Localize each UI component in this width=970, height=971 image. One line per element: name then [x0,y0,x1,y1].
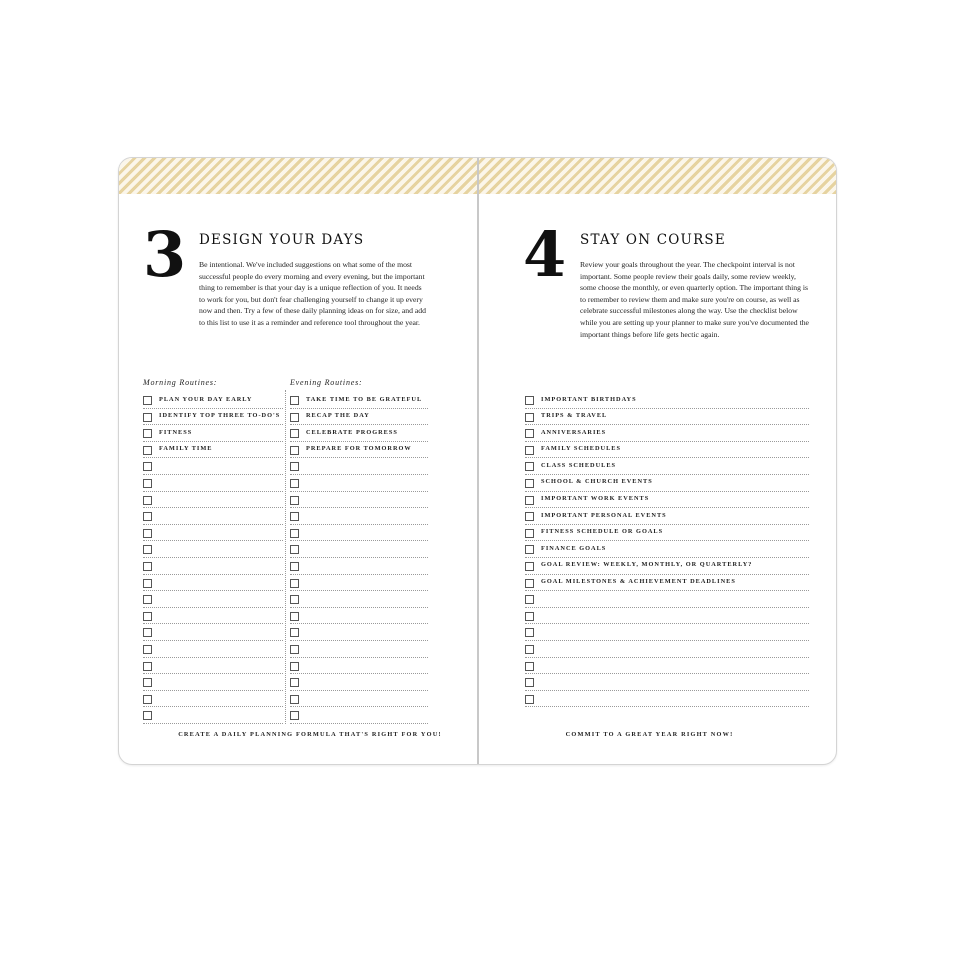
checklist-item-label: FINANCE GOALS [541,544,607,552]
checklist-row [143,425,283,442]
checklist-item-label: FAMILY SCHEDULES [541,445,621,453]
checkbox[interactable] [525,562,534,571]
checkbox[interactable] [525,429,534,438]
checkbox[interactable] [143,595,152,604]
checkbox[interactable] [290,612,299,621]
checkbox[interactable] [525,512,534,521]
checklist-item-label: FAMILY TIME [159,445,213,453]
checkbox[interactable] [290,662,299,671]
checklist-row [143,674,283,691]
checklist-row [143,541,283,558]
checkbox[interactable] [143,446,152,455]
checkbox[interactable] [143,645,152,654]
checkbox[interactable] [143,479,152,488]
checklist-row [143,608,283,625]
checklist-row [525,608,809,625]
page-footer: CREATE A DAILY PLANNING FORMULA THAT'S RIGHT FOR YOU! [178,731,442,738]
checklist-row [290,425,428,442]
checkbox[interactable] [525,462,534,471]
checklist-row [525,541,809,558]
checkbox[interactable] [143,396,152,405]
checkbox[interactable] [525,496,534,505]
checkbox[interactable] [290,496,299,505]
checkbox[interactable] [143,413,152,422]
checklist-item-label: TAKE TIME TO BE GRATEFUL [306,395,423,403]
checklist-row [290,641,428,658]
checklist-row [143,475,283,492]
planner-spread [118,157,837,765]
intro-paragraph: Review your goals throughout the year. The checkpoint interval is not important. Some people review their goals daily, some review weekly, some choose the monthly, or even quarterly option. The important thing is to remember to review them and make sure you're on course, as well as celebrate successful milestones along the way. Use the checklist below while you are setting up your planner to make sure you've documented the important things before life gets hectic again. [580,260,809,339]
left-page [119,158,477,764]
checklist-item-label: CELEBRATE PROGRESS [306,428,398,436]
checklist-row [143,575,283,592]
checkbox[interactable] [525,628,534,637]
checklist-row [525,575,809,592]
checklist-row [143,458,283,475]
checklist-item-label: TRIPS & TRAVEL [541,412,608,420]
checkbox[interactable] [143,462,152,471]
checkbox[interactable] [290,595,299,604]
checklist-row [143,492,283,509]
checklist-row [525,558,809,575]
checklist-row [290,458,428,475]
evening-routines-title: Evening Routines: [290,378,363,387]
checkbox[interactable] [290,711,299,720]
column-divider [285,390,286,724]
checkbox[interactable] [290,429,299,438]
checkbox[interactable] [143,579,152,588]
page-footer: COMMIT TO A GREAT YEAR RIGHT NOW! [565,731,734,738]
checklist-row [290,624,428,641]
checklist-row [143,409,283,426]
checklist-item-label: PLAN YOUR DAY EARLY [159,395,253,403]
checklist-row [290,541,428,558]
checklist-item-label: GOAL REVIEW: WEEKLY, MONTHLY, OR QUARTERLY? [541,561,753,569]
checklist-row [143,624,283,641]
checkbox[interactable] [290,628,299,637]
checklist-item-label: RECAP THE DAY [306,412,370,420]
checkbox[interactable] [525,662,534,671]
checklist-row [290,492,428,509]
checklist-row [143,707,283,724]
checkbox[interactable] [525,678,534,687]
checklist-row [290,392,428,409]
checklist-row [290,409,428,426]
checklist-item-label: SCHOOL & CHURCH EVENTS [541,478,653,486]
checkbox[interactable] [525,695,534,704]
checklist-item-label: FITNESS [159,428,193,436]
checklist-row [143,658,283,675]
checkbox[interactable] [290,695,299,704]
checklist-row [290,658,428,675]
checkbox[interactable] [290,446,299,455]
checkbox[interactable] [290,396,299,405]
intro-paragraph: Be intentional. We've included suggestions on what some of the most successful people do every morning and every evening, but the important thing to remember is that your day is a unique reflection of you. It needs to work for you, but don't fear challenging yourself to change it up every now and then. Try a few of these daily planning ideas on for size, and add to this list to use it as a reminder and reference tool throughout the year. [199,260,426,327]
checkbox[interactable] [525,645,534,654]
checkbox[interactable] [525,612,534,621]
checkbox[interactable] [143,529,152,538]
checkbox[interactable] [290,462,299,471]
checkbox[interactable] [290,479,299,488]
checkbox[interactable] [290,678,299,687]
stay-on-course-checklist [525,392,809,707]
section-heading: DESIGN YOUR DAYS [199,232,365,248]
checklist-row [290,608,428,625]
checklist-row [525,392,809,409]
checklist-row [290,674,428,691]
checkbox[interactable] [143,628,152,637]
checklist-row [143,691,283,708]
decorative-stripe-band [479,158,836,194]
checklist-row [525,674,809,691]
checklist-row [525,525,809,542]
checklist-item-label: IMPORTANT PERSONAL EVENTS [541,511,667,519]
checkbox[interactable] [290,545,299,554]
checkbox[interactable] [525,413,534,422]
checklist-row [525,658,809,675]
checklist-row [525,442,809,459]
checklist-item-label: PREPARE FOR TOMORROW [306,445,412,453]
checklist-item-label: GOAL MILESTONES & ACHIEVEMENT DEADLINES [541,578,736,586]
checklist-item-label: IDENTIFY TOP THREE TO-DO'S [159,412,281,420]
morning-checklist [143,392,283,724]
checkbox[interactable] [143,429,152,438]
checklist-item-label: ANNIVERSARIES [541,428,607,436]
checkbox[interactable] [290,529,299,538]
checklist-item-label: IMPORTANT BIRTHDAYS [541,395,637,403]
checklist-row [525,425,809,442]
checkbox[interactable] [290,413,299,422]
checkbox[interactable] [143,496,152,505]
checklist-row [525,492,809,509]
checklist-row [525,508,809,525]
checklist-row [143,442,283,459]
checklist-row [525,691,809,708]
checkbox[interactable] [525,579,534,588]
checkbox[interactable] [143,512,152,521]
checklist-row [143,558,283,575]
checklist-row [290,575,428,592]
checkbox[interactable] [290,512,299,521]
decorative-stripe-band [119,158,477,194]
morning-routines-title: Morning Routines: [143,378,218,387]
section-number: 4 [523,218,567,291]
checklist-row [143,641,283,658]
checklist-row [525,458,809,475]
evening-checklist [290,392,428,724]
checkbox[interactable] [525,396,534,405]
checklist-row [143,508,283,525]
checkbox[interactable] [290,579,299,588]
checkbox[interactable] [143,695,152,704]
checklist-item-label: FITNESS SCHEDULE OR GOALS [541,528,664,536]
checklist-row [290,558,428,575]
checkbox[interactable] [525,545,534,554]
section-number: 3 [143,218,185,291]
checklist-row [525,624,809,641]
checkbox[interactable] [143,662,152,671]
checkbox[interactable] [143,545,152,554]
checklist-row [290,442,428,459]
checkbox[interactable] [143,612,152,621]
section-heading: STAY ON COURSE [580,232,726,248]
checkbox[interactable] [525,529,534,538]
checklist-row [143,525,283,542]
checklist-item-label: CLASS SCHEDULES [541,461,617,469]
checklist-row [143,392,283,409]
checkbox[interactable] [290,562,299,571]
checklist-row [290,707,428,724]
checkbox[interactable] [143,562,152,571]
checkbox[interactable] [525,595,534,604]
checklist-row [290,525,428,542]
right-page [479,158,836,764]
checklist-row [290,475,428,492]
checkbox[interactable] [143,678,152,687]
checkbox[interactable] [525,446,534,455]
checkbox[interactable] [143,711,152,720]
checklist-row [290,691,428,708]
checklist-row [525,409,809,426]
checklist-row [290,508,428,525]
checkbox[interactable] [525,479,534,488]
checklist-row [143,591,283,608]
checklist-row [525,591,809,608]
checklist-row [525,641,809,658]
checklist-item-label: IMPORTANT WORK EVENTS [541,495,650,503]
checklist-row [525,475,809,492]
checklist-row [290,591,428,608]
checkbox[interactable] [290,645,299,654]
